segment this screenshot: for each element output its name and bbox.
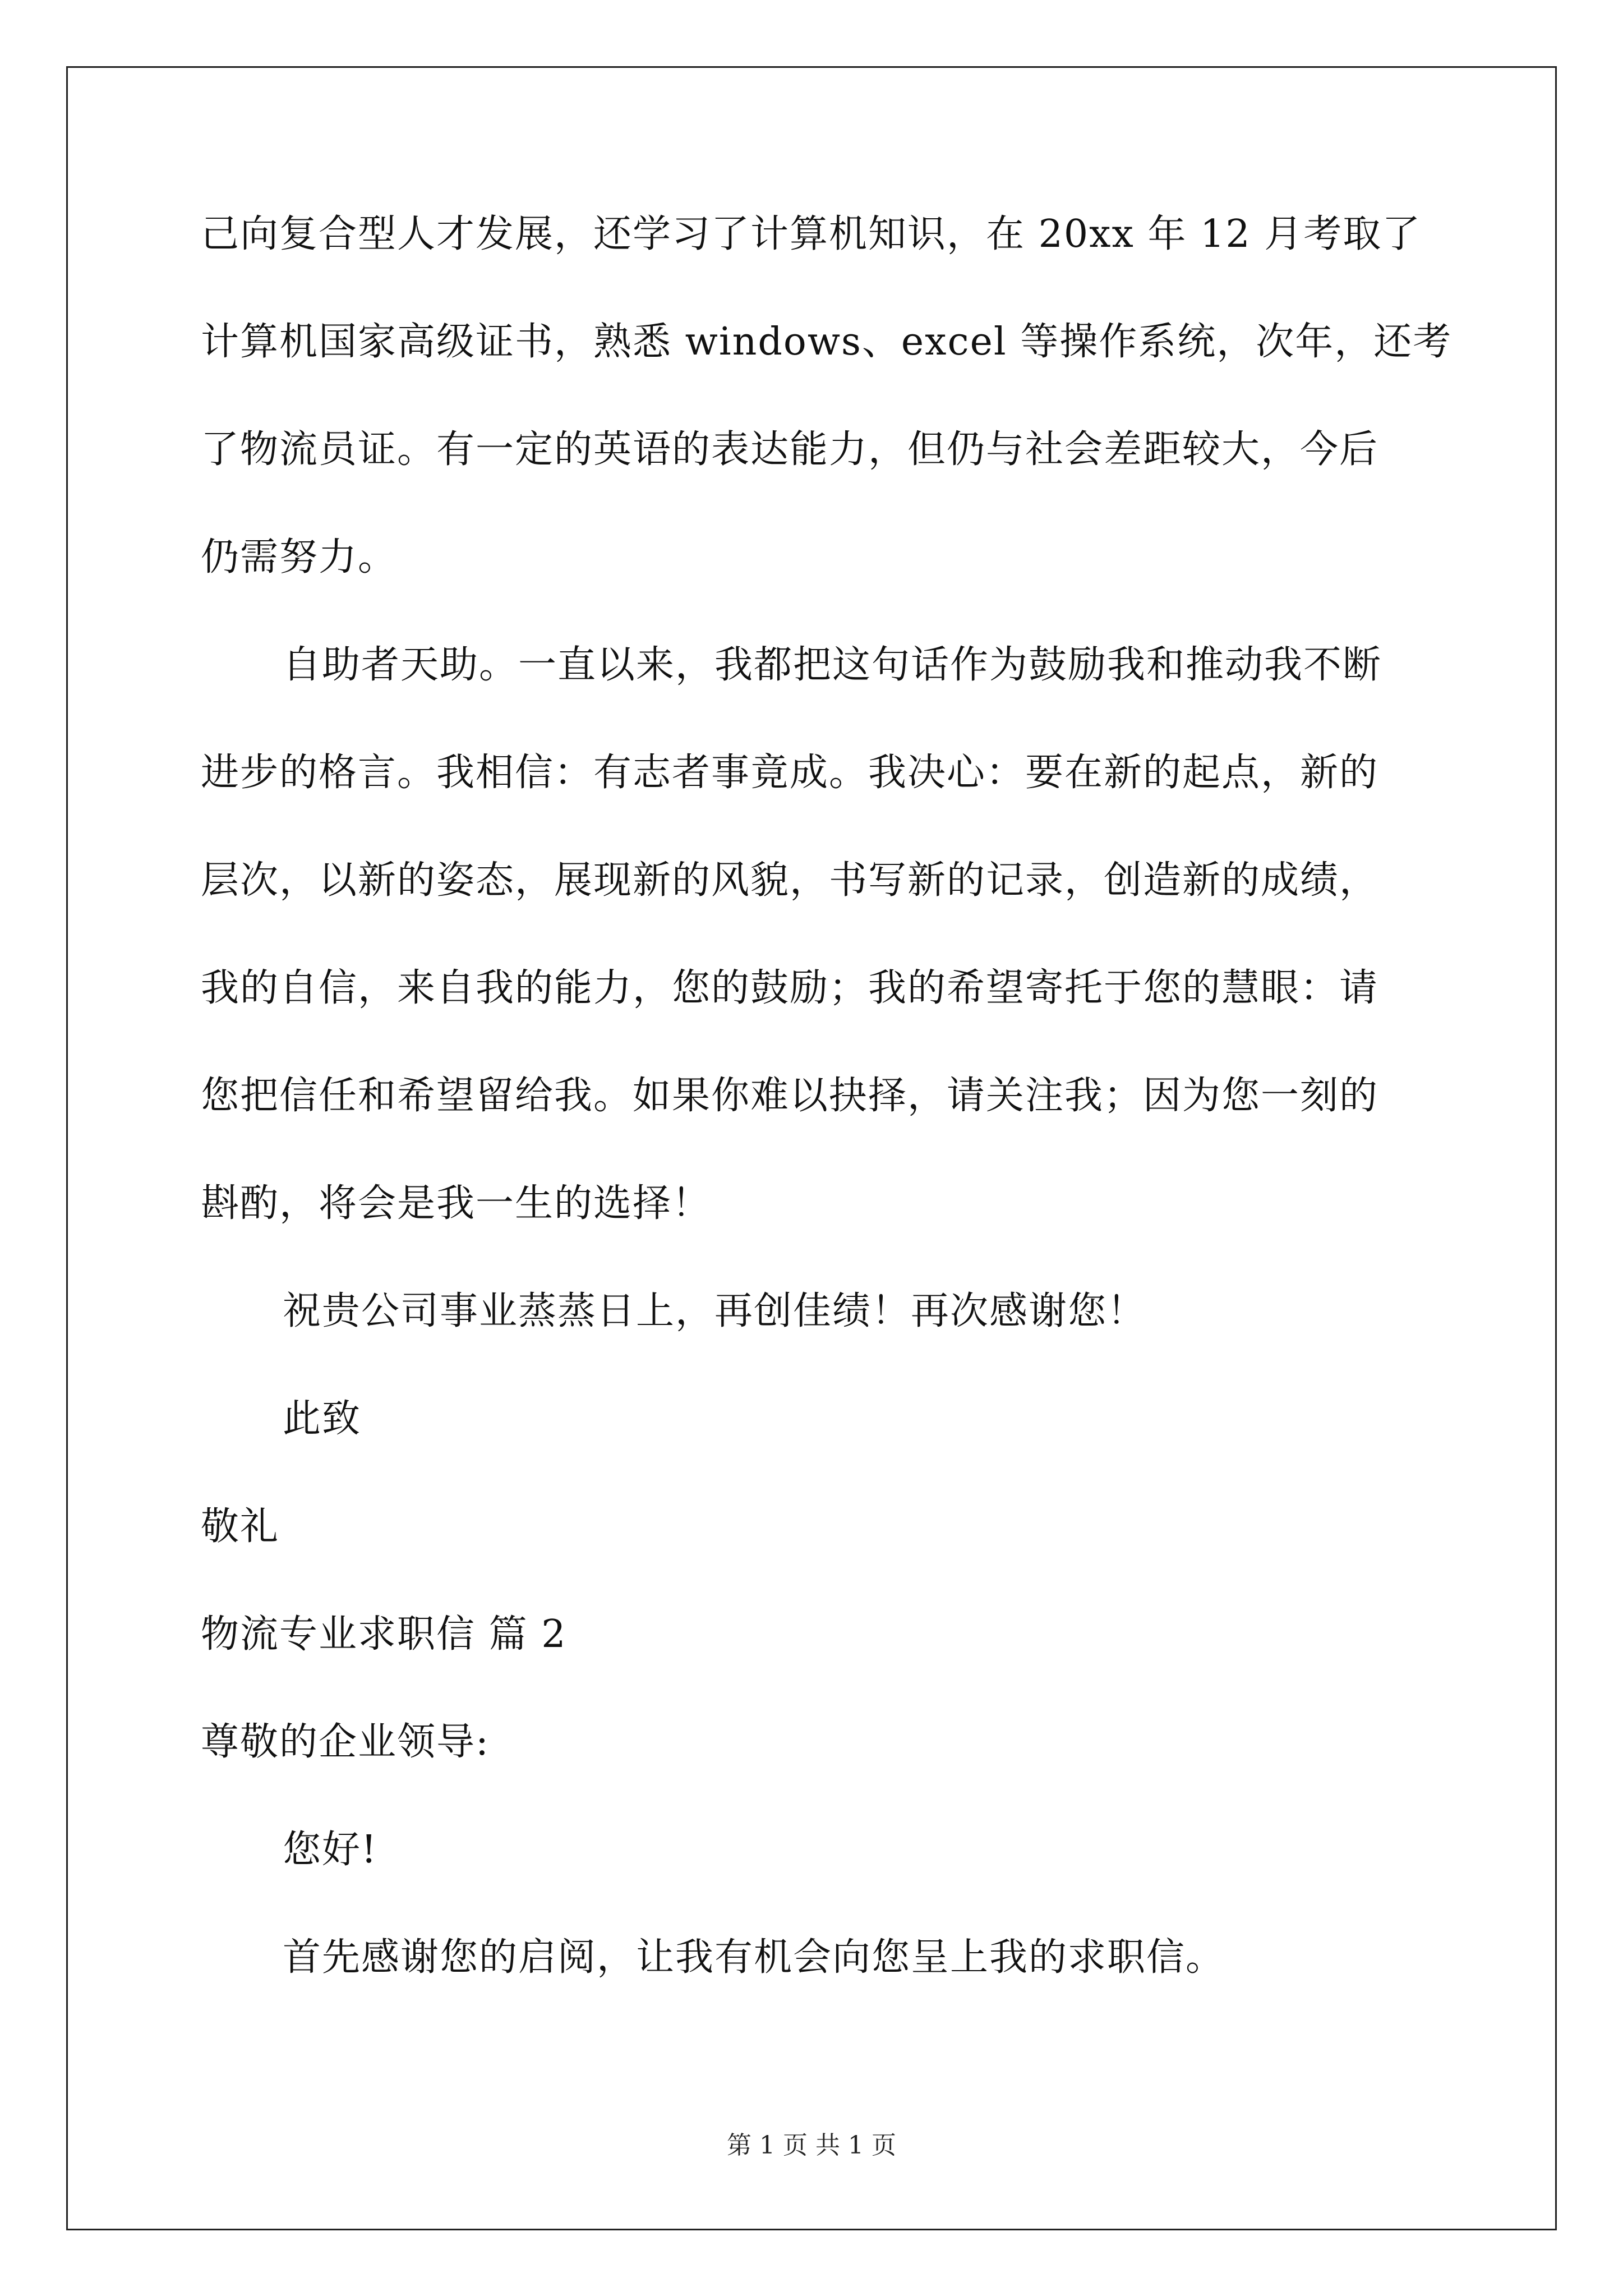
text-line: 仍需努力。 bbox=[201, 535, 398, 579]
greeting: 您好! bbox=[283, 1828, 378, 1872]
closing-line: 敬礼 bbox=[201, 1504, 280, 1549]
salutation: 尊敬的企业领导: bbox=[201, 1720, 490, 1764]
closing-line: 此致 bbox=[283, 1397, 362, 1441]
opening-line: 首先感谢您的启阅，让我有机会向您呈上我的求职信。 bbox=[283, 1935, 1225, 1980]
text-line: 了物流员证。有一定的英语的表达能力，但仍与社会差距较大，今后 bbox=[201, 427, 1379, 472]
text-line: 您把信任和希望留给我。如果你难以抉择，请关注我；因为您一刻的 bbox=[201, 1074, 1379, 1118]
text-line: 己向复合型人才发展，还学习了计算机知识，在 20xx 年 12 月考取了 bbox=[201, 212, 1422, 256]
wishes-line: 祝贵公司事业蒸蒸日上，再创佳绩！再次感谢您！ bbox=[283, 1289, 1147, 1333]
text-line: 我的自信，来自我的能力，您的鼓励；我的希望寄托于您的慧眼：请 bbox=[201, 966, 1379, 1010]
text-line: 层次，以新的姿态，展现新的风貌，书写新的记录，创造新的成绩， bbox=[201, 858, 1379, 903]
page-border bbox=[66, 66, 1557, 2230]
text-line: 计算机国家高级证书，熟悉 windows、excel 等操作系统，次年，还考 bbox=[201, 320, 1453, 364]
page-footer: 第 1 页 共 1 页 bbox=[727, 2131, 896, 2160]
text-line: 自助者天助。一直以来，我都把这句话作为鼓励我和推动我不断 bbox=[283, 643, 1382, 687]
section-heading: 物流专业求职信 篇 2 bbox=[201, 1612, 567, 1657]
text-line: 斟酌，将会是我一生的选择！ bbox=[201, 1181, 712, 1226]
text-line: 进步的格言。我相信：有志者事竟成。我决心：要在新的起点，新的 bbox=[201, 751, 1379, 795]
